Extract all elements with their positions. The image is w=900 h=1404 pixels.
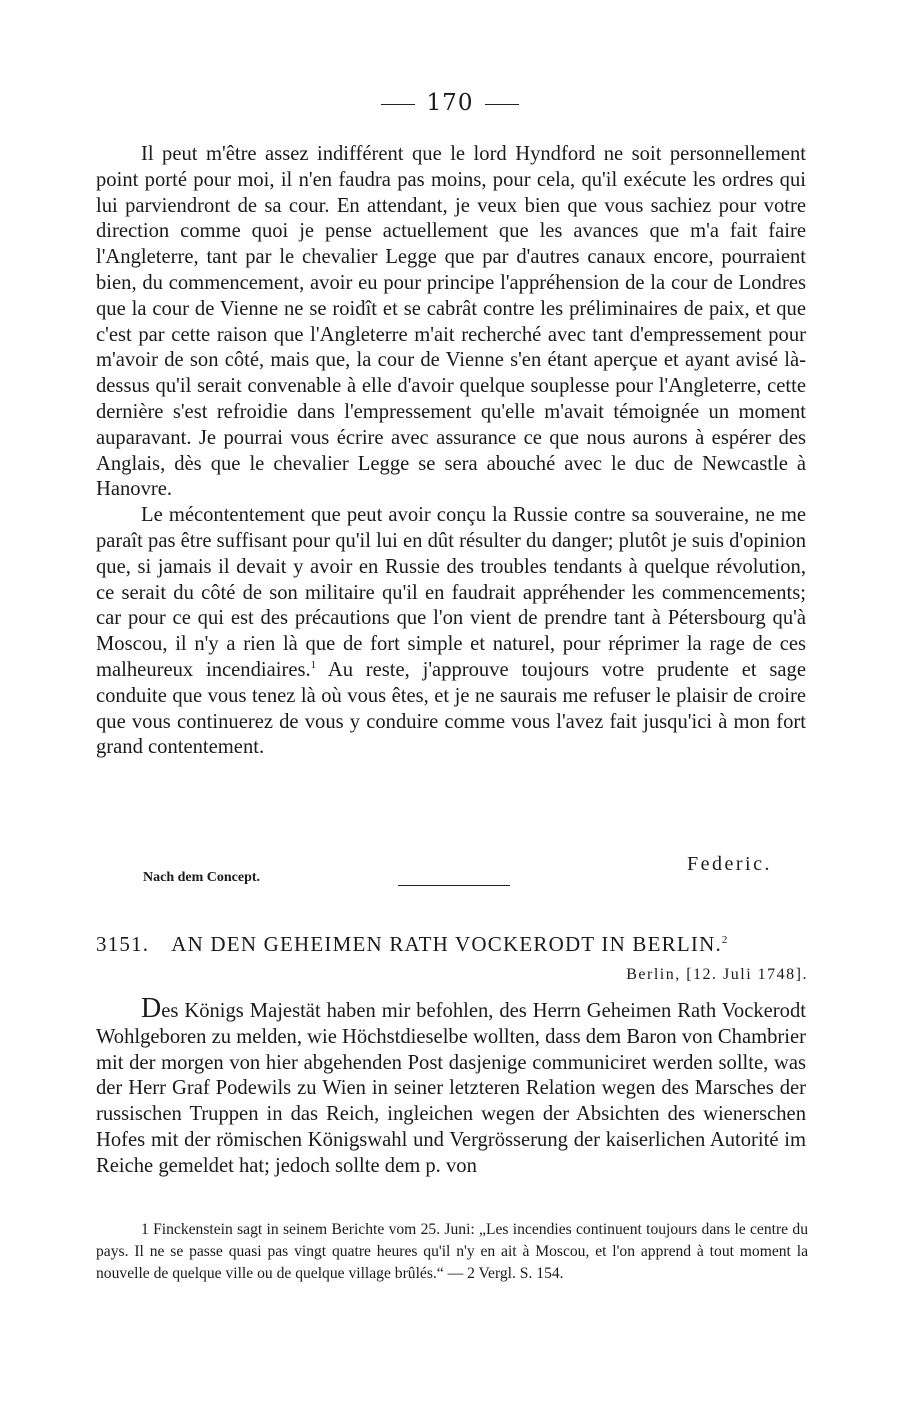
letter-paragraph-2-tail: Au reste, j'approuve toujours votre prudente et sage conduite que vous tenez là où vous êtes, et je ne saurais me refuser le plaisir de croire que vous continuerez de vous y conduire comme vous l'avez fait jusqu'ici à mon fort grand contentement.: [96, 658, 806, 759]
left-dash: [381, 104, 415, 105]
footnote-mark-1: 1: [310, 659, 317, 672]
letter-body: [96, 142, 806, 761]
letter-paragraph-1: Il peut m'être assez indifférent que le lord Hyndford ne soit personnellement point porté pour moi, il n'en faudra pas moins, pour cela, qu'il exécute les ordres qui lui parviendront de sa cour. En attendant, je veux bien que vous sachiez pour votre direction comme quoi je pense actuellement que les avances que m'a fait faire l'Angleterre, tant par le chevalier Legge que par d'autres canaux encore, pourraient bien, du commencement, avoir eu pour principe l'appréhension de la cour de Londres que la cour de Vienne ne se roidît et se cabrât contre les préliminaires de paix, et que c'est par cette raison que l'Angleterre m'ait recherché avec tant d'empressement pour m'avoir de son côté, mais que, la cour de Vienne s'en étant aperçue et ayant avisé là-dessus qu'il serait convenable à elle d'avoir quelque souplesse pour l'Angleterre, cette dernière s'est refroidie dans l'empressement qu'elle m'avait témoignée un moment auparavant. Je pourrai vous écrire avec assurance ce que nous aurons à espérer des Anglais, dès que le chevalier Legge se sera abouché avec le duc de Newcastle à Hanovre.: [96, 143, 806, 501]
document-heading: [96, 932, 816, 957]
right-dash: [485, 104, 519, 105]
letter-paragraph-2: [96, 503, 806, 761]
signature: Federic.: [687, 853, 772, 875]
letter-paragraph-2-text: Le mécontentement que peut avoir conçu la Russie contre sa souveraine, ne me paraît pas être suffisant pour qu'il lui en dût résulter du danger; plutôt je suis d'opinion que, si jamais il devait y avoir en Russie des troubles tendants à quelque révolution, ce serait du côté de son militaire qu'il en faudrait appréhender les commencements; car pour ce qui est des précautions que l'on vient de prendre tant à Pétersbourg qu'à Moscou, il n'y a rien là que de fort simple et naturel, pour réprimer la rage de ces malheureux incendiaires.: [96, 504, 806, 681]
footnote-mark-2: 2: [721, 934, 729, 946]
document-number: 3151.: [96, 932, 150, 956]
footnote-text: 1 Finckenstein sagt in seinem Berichte vom 25. Juni: „Les incendies continuent toujours dans le centre du pays. Il ne se passe quasi pas vingt quatre heures qu'il n'y en ait à Moscou, et l'on apprend à tout moment la nouvelle de quelque ville ou de quelque village brûlés.“ — 2 Vergl. S. 154.: [96, 1221, 808, 1282]
document-title: AN DEN GEHEIMEN RATH VOCKERODT IN BERLIN.: [171, 932, 722, 956]
document-paragraph: [96, 993, 806, 1180]
page-number: [0, 90, 900, 116]
page-number-text: 170: [426, 90, 474, 116]
section-divider: [398, 885, 510, 886]
document-paragraph-text: es Königs Majestät haben mir befohlen, des Herrn Geheimen Rath Vockerodt Wohlgeboren zu melden, wie Höchstdieselbe wollten, dass dem Baron von Chambrier mit der morgen von hier abgehenden Post dasjenige communiciret werden sollte, was der Herr Graf Podewils zu Wien in seiner letzteren Relation wegen des Marsches der russischen Truppen in das Reich, ingleichen wegen der Absichten des wienerschen Hofes mit der römischen Königswahl und Vergrösserung der kaiserlichen Autorité im Reiche gemeldet hat; jedoch sollte dem p. von: [96, 1000, 806, 1177]
document-body: [96, 993, 806, 1180]
drop-cap: D: [141, 993, 162, 1024]
document-date: Berlin, [12. Juli 1748].: [626, 966, 808, 983]
footnotes: [96, 1219, 808, 1285]
source-note: Nach dem Concept.: [143, 870, 261, 885]
